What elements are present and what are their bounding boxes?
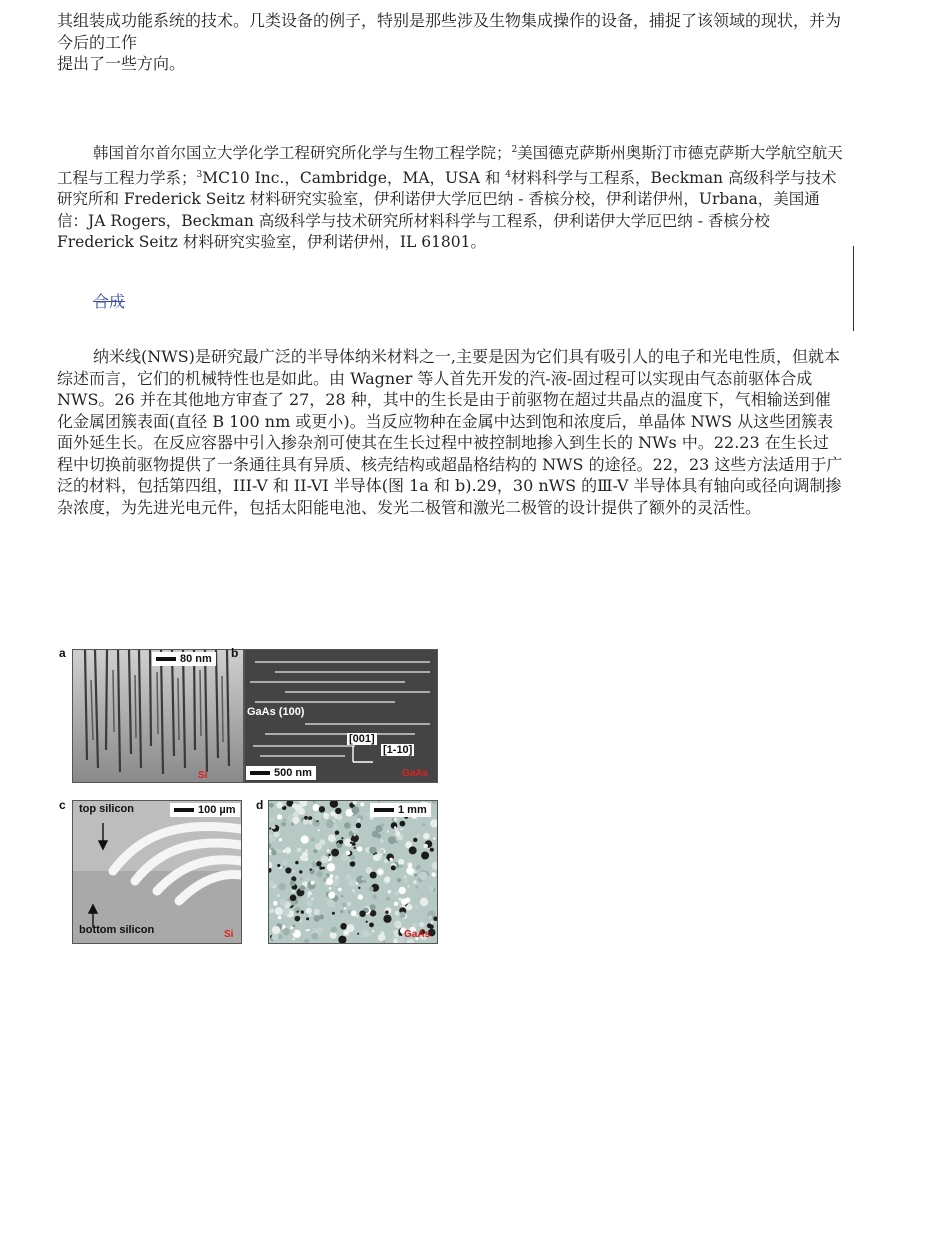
intro-line-2: 提出了一些方向。 [57,54,186,73]
panel-c-image [73,801,241,943]
panel-d-scale-text: 1 mm [398,804,427,816]
panel-b-scale-text: 500 nm [274,767,312,779]
superscript-2: 2 [511,145,518,155]
intro-paragraph [57,10,843,75]
panel-c-material: Si [224,929,234,940]
intro-line-1: 其组装成功能系统的技术。几类设备的例子，特别是那些涉及生物集成操作的设备，捕捉了该领域的现状，并为今后的工作 [57,11,842,52]
affiliation-4: 材料科学与工程系，Beckman 高级科学与技术研究所和 Frederick Seitz 材料研究实验室，伊利诺伊大学厄巴纳 - 香槟分校，伊利诺伊州，Urbana，美国通信：JA Rogers，Beckman 高级科学与技术研究所材料科学与工程系，伊利诺伊大学厄巴纳 - 香槟分校 Frederick Seitz 材料研究实验室，伊利诺伊州，IL 61801。 [57,168,837,252]
panel-a [72,649,244,783]
panel-a-image [73,650,243,782]
panel-a-scale-text: 80 nm [180,653,212,665]
panel-c [72,800,242,944]
change-bar [853,246,854,331]
panel-b-substrate: GaAs (100) [247,706,305,718]
body-paragraph: 纳米线(NWS)是研究最广泛的半导体纳米材料之一,主要是因为它们具有吸引人的电子和光电性质，但就本综述而言，它们的机械特性也是如此。由 Wagner 等人首先开发的汽-液-固过程可以实现由气态前驱体合成 NWS。26 并在其他地方审查了 27，28 种，其中的生长是由于前驱物在超过共晶点的温度下，气相输送到催化金属团簇表面(直径 B 100 nm 或更小)。当反应物种在金属中达到饱和浓度后，单晶体 NWS 从这些团簇表面外延生长。在反应容器中引入掺杂剂可使其在生长过程中被控制地掺入到生长的 NWs 中。22.23 在生长过程中切换前驱物提供了一条通往具有异质、核壳结构或超晶格结构的 NWS 的途径。22，23 这些方法适用于广泛的材料，包括第四组，III-V 和 II-VI 半导体(图 1a 和 b).29，30 nWS 的Ⅲ-V 半导体具有轴向或径向调制掺杂浓度，为先进光电元件，包括太阳能电池、发光二极管和激光二极管的设计提供了额外的灵活性。 [57,347,843,517]
panel-a-material: Si [198,770,208,781]
panel-b-dir-001: [001] [349,733,375,745]
affiliation-paragraph [57,140,843,254]
affiliation-2: 美国德克萨斯州奥斯汀市德克萨斯大学航空航天工程与工程力学系； [57,144,843,187]
section-heading[interactable]: 合成 [93,292,126,311]
panel-a-letter: a [59,646,66,660]
panel-d-image [269,801,437,943]
panel-b-scalebar [246,766,316,780]
panel-d-scalebar [370,803,431,817]
panel-b-dir-1-10: [1-10] [383,744,413,756]
figure-1 [57,644,439,944]
affiliation-1: 韩国首尔首尔国立大学化学工程研究所化学与生物工程学院； [93,144,512,163]
panel-c-letter: c [59,798,66,812]
panel-b-letter: b [231,646,239,660]
panel-a-scalebar [152,652,216,666]
panel-d [268,800,438,944]
panel-c-scale-text: 100 µm [198,804,236,816]
superscript-4: 4 [505,169,511,180]
superscript-3: 3 [196,169,203,180]
panel-b-material: GaAs [402,768,429,779]
panel-c-top-label: top silicon [79,803,134,815]
panel-c-scalebar [170,803,240,817]
panel-d-letter: d [256,798,264,812]
panel-d-material: GaAs [404,929,431,940]
panel-c-bottom-label: bottom silicon [79,924,155,936]
affiliation-3: MC10 Inc.，Cambridge，MA，USA 和 [202,168,506,187]
